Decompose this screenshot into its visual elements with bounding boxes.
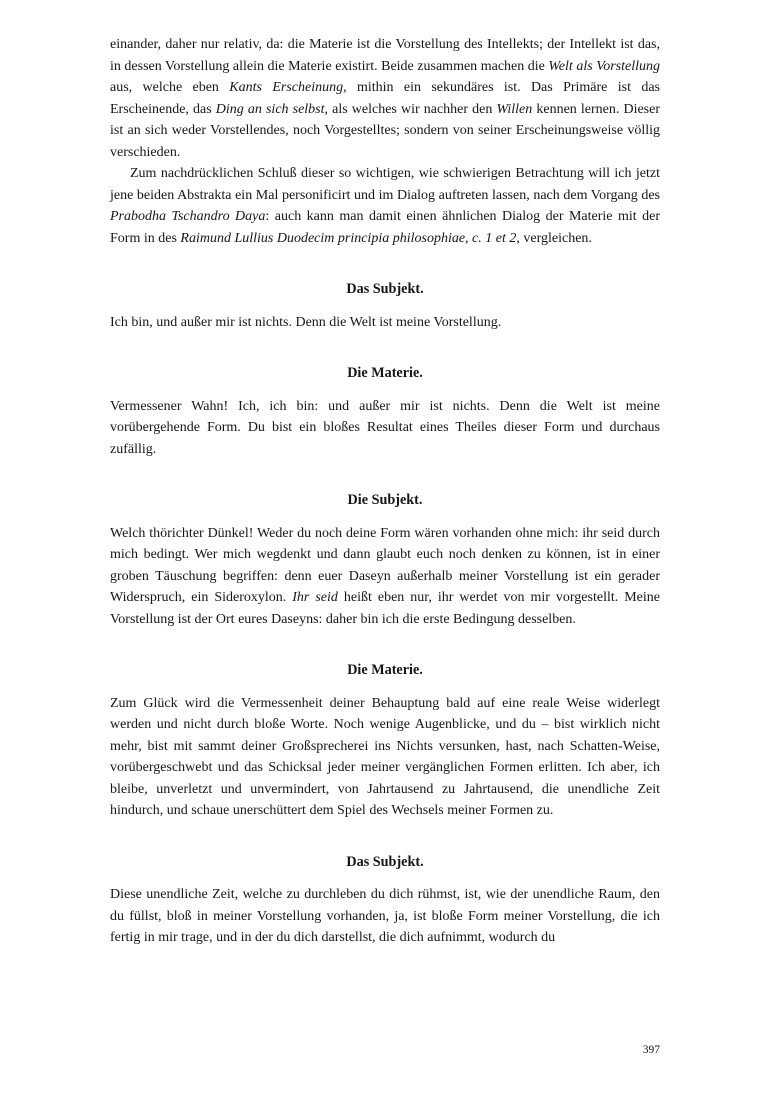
text-run: , bbox=[465, 230, 473, 246]
italic-text-run: Ding an sich selbst bbox=[215, 101, 325, 117]
paragraph bbox=[110, 34, 660, 163]
text-run: heißt eben nur, ihr werdet von mir vorgestellt. Meine Vorstellung ist der Ort eures Daseyns: daher bin ich die erste Bedingung desselben. bbox=[110, 590, 660, 627]
text-run: kennen lernen. Dieser ist an sich weder Vorstellendes, noch Vorgestelltes; sondern von seiner Erscheinungsweise völlig verschieden. bbox=[110, 101, 660, 160]
paragraph bbox=[110, 396, 660, 461]
text-run: einander, daher nur relativ, da: die Materie ist die Vorstellung des Intellekts; der Intellekt ist das, in dessen Vorstellung allein die Materie existirt. Beide zusammen machen die bbox=[110, 37, 660, 74]
paragraph bbox=[110, 312, 660, 334]
text-run: Ich bin, und außer mir ist nichts. Denn die Welt ist meine Vorstellung. bbox=[110, 314, 502, 330]
italic-text-run: Willen bbox=[496, 101, 533, 117]
text-run: Vermessener Wahn! Ich, ich bin: und außer mir ist nichts. Denn die Welt ist meine vorübergehende Form. Du bist ein bloßes Resultat eines Theiles dieser Form und durchaus zufällig. bbox=[110, 398, 660, 457]
page-content bbox=[110, 34, 660, 949]
italic-text-run: Prabodha Tschandro Daya bbox=[110, 209, 266, 224]
dialog-speaker-heading: Das Subjekt. bbox=[346, 853, 424, 870]
italic-text-run: Welt als Vorstellung bbox=[548, 58, 660, 74]
dialog-speaker-heading: Die Subjekt. bbox=[347, 492, 423, 508]
italic-text-run: Raimund Lullius Duodecim principia philosophiae bbox=[180, 230, 466, 246]
page-number: 397 bbox=[642, 1044, 660, 1056]
text-run: : auch kann man damit einen ähnlichen Dialog der Materie mit der Form in des bbox=[110, 209, 661, 246]
text-run: Diese unendliche Zeit, welche zu durchleben du dich rühmst, ist, wie der unendliche Raum, den du füllst, bloß in meiner Vorstellung vorhanden, ja, ist bloße Form meiner Vorstellung, die ich fertig in mir trage, und in der du dich darstellst, die dich aufnimmt, wodurch du bbox=[110, 887, 660, 945]
text-run: Zum nachdrücklichen Schluß dieser so wichtigen, wie schwierigen Betrachtung will ich jetzt jene beiden Abstrakta ein Mal personificirt und im Dialog auftreten lassen, nach dem Vorgang des bbox=[110, 166, 660, 203]
dialog-speaker-heading: Das Subjekt. bbox=[346, 281, 424, 297]
text-run: , mithin ein sekundäres ist. Das Primäre ist das Erscheinende, das bbox=[110, 80, 660, 117]
italic-text-run: c. 1 et 2 bbox=[472, 230, 517, 246]
paragraph bbox=[110, 523, 660, 631]
text-run: , vergleichen. bbox=[516, 230, 592, 246]
dialog-speaker-heading: Die Materie. bbox=[347, 662, 423, 678]
text-run: aus, welche eben bbox=[110, 80, 230, 95]
paragraph bbox=[110, 884, 660, 949]
text-run: Zum Glück wird die Vermessenheit deiner Behauptung bald auf eine reale Weise widerlegt werden und nicht durch bloße Worte. Noch wenige Augenblicke, und du – bist wirklich nicht mehr, bist mit sammt deiner Großsprecherei ins Nichts versunken, hast, nach Schatten-Weise, vorübergeschwebt und das Schicksal jeder meiner vergänglichen Formen erlitten. Ich aber, ich bleibe, unverletzt und unvermindert, von Jahrtausend zu Jahrtausend, die unendliche Zeit hindurch, und schaue unerschüttert dem Spiel des Wechsels meiner Formen zu. bbox=[110, 695, 660, 818]
italic-text-run: Ihr seid bbox=[292, 590, 338, 605]
text-run: Welch thörichter Dünkel! Weder du noch deine Form wären vorhanden ohne mich: ihr seid durch mich bedingt. Wer mich wegdenkt und dann glaubt euch noch denken zu können, ist in einer groben Täuschung begriffen: denn euer Daseyn außerhalb meiner Vorstellung ist ein gerader Widerspruch, ein Sideroxylon. bbox=[110, 525, 660, 605]
text-run: , als welches wir nachher den bbox=[324, 101, 497, 117]
paragraph bbox=[110, 163, 660, 249]
dialog-speaker-heading: Die Materie. bbox=[347, 365, 423, 381]
italic-text-run: Kants Erscheinung bbox=[229, 80, 344, 95]
paragraph bbox=[110, 693, 660, 822]
